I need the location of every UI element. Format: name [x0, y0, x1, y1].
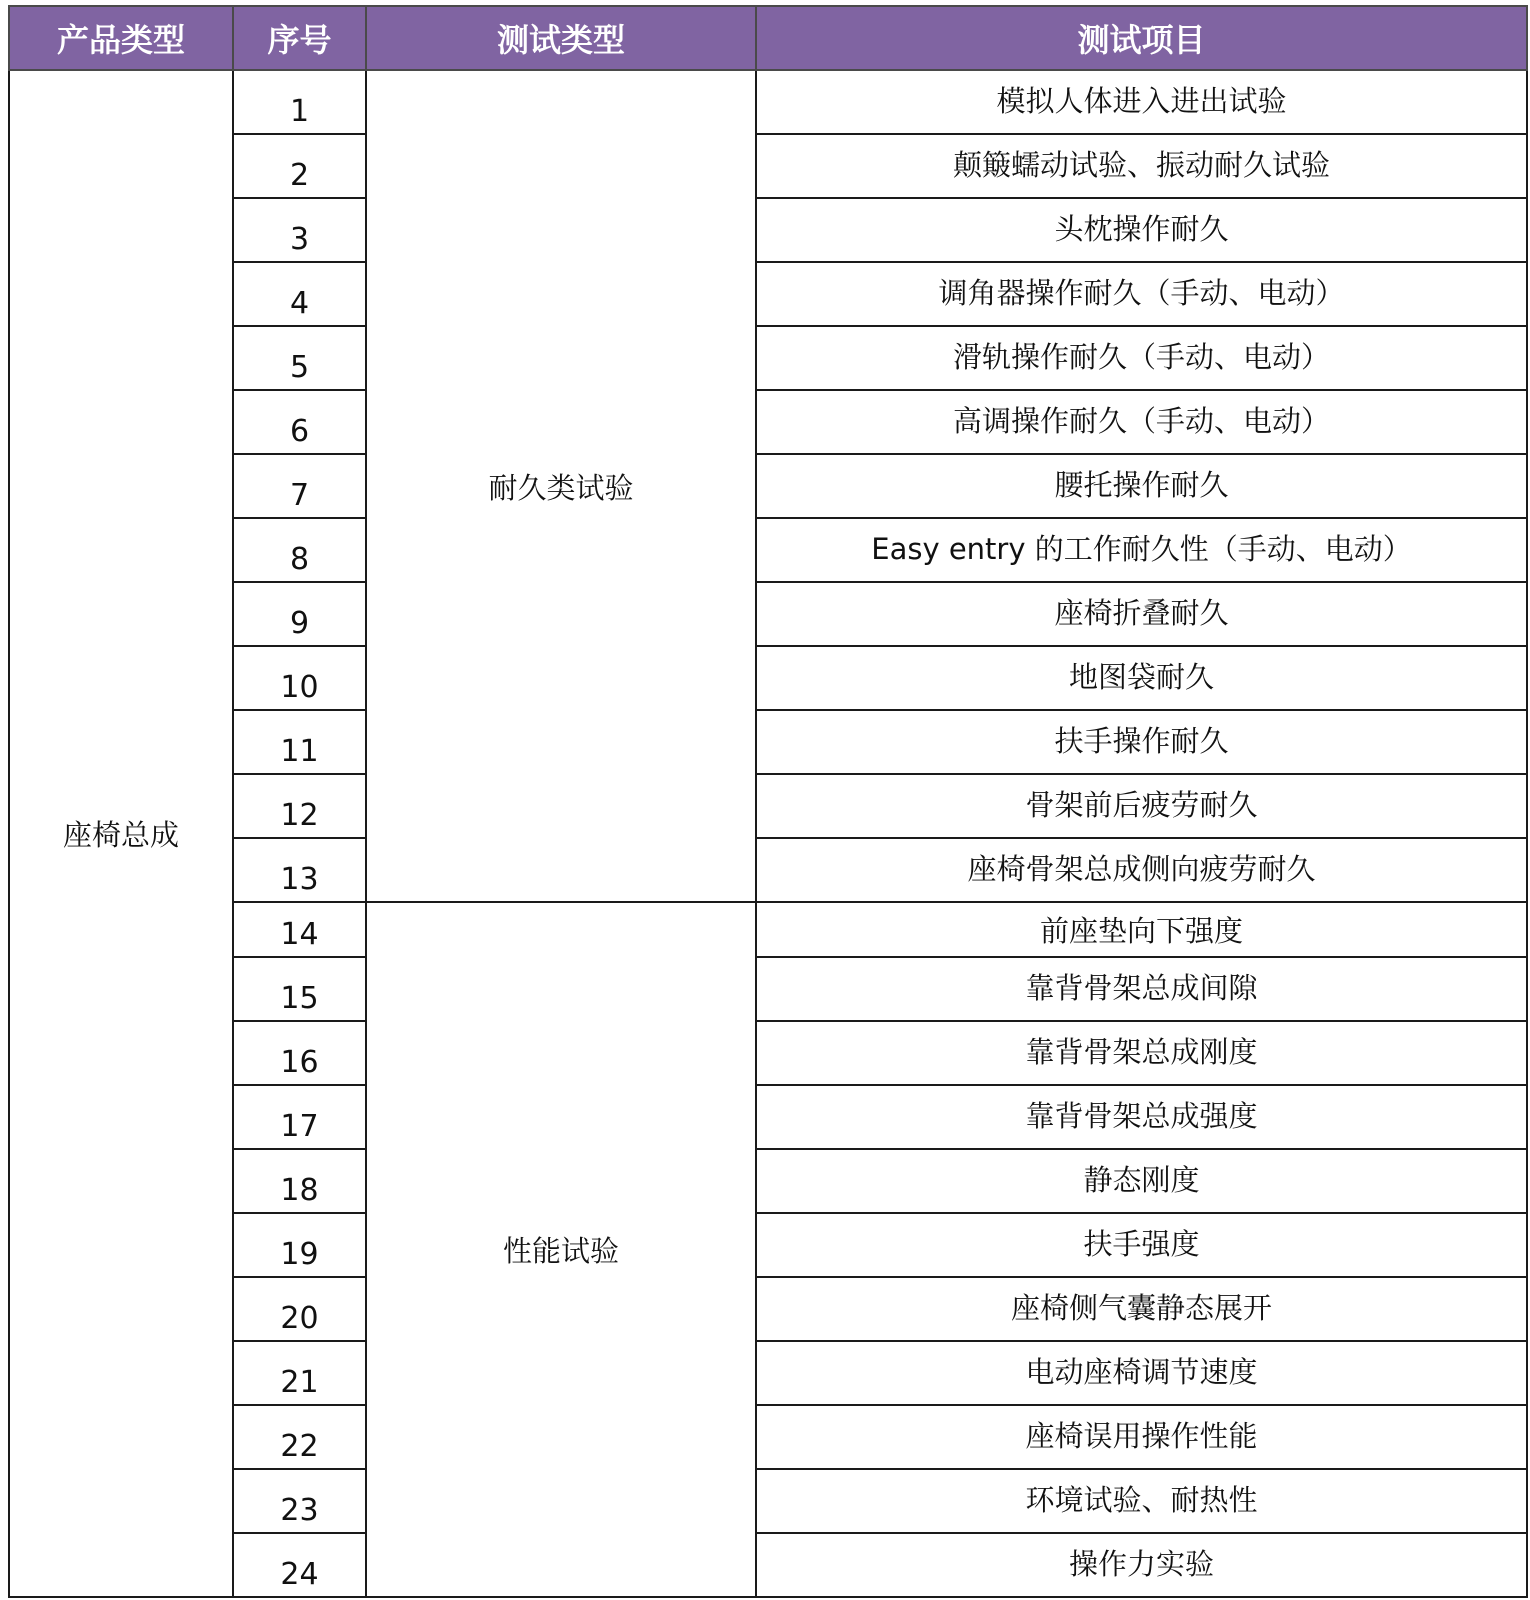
test-item: 操作力实验	[756, 1533, 1527, 1597]
test-item: 颠簸蠕动试验、振动耐久试验	[756, 134, 1527, 198]
row-number: 15	[233, 957, 366, 1021]
table-row	[9, 774, 1527, 838]
test-type-cell-durability: 耐久类试验	[366, 70, 756, 902]
test-item: 座椅侧气囊静态展开	[756, 1277, 1527, 1341]
row-number: 11	[233, 710, 366, 774]
test-item: 骨架前后疲劳耐久	[756, 774, 1527, 838]
table-row	[9, 1085, 1527, 1149]
table-row	[9, 957, 1527, 1021]
row-number: 4	[233, 262, 366, 326]
test-items-table	[8, 5, 1528, 1598]
row-number: 5	[233, 326, 366, 390]
test-item: 前座垫向下强度	[756, 902, 1527, 957]
row-number: 19	[233, 1213, 366, 1277]
row-number: 12	[233, 774, 366, 838]
row-number: 1	[233, 70, 366, 134]
table-header-row	[9, 6, 1527, 70]
table-row	[9, 1533, 1527, 1597]
row-number: 7	[233, 454, 366, 518]
row-number: 9	[233, 582, 366, 646]
test-item: 靠背骨架总成刚度	[756, 1021, 1527, 1085]
test-item: 扶手操作耐久	[756, 710, 1527, 774]
test-item: 座椅误用操作性能	[756, 1405, 1527, 1469]
table-row	[9, 1405, 1527, 1469]
row-number: 16	[233, 1021, 366, 1085]
row-number: 8	[233, 518, 366, 582]
header-test-type: 测试类型	[366, 6, 756, 70]
table-row	[9, 646, 1527, 710]
test-item: 扶手强度	[756, 1213, 1527, 1277]
row-number: 22	[233, 1405, 366, 1469]
row-number: 17	[233, 1085, 366, 1149]
table-row	[9, 454, 1527, 518]
test-item: 座椅折叠耐久	[756, 582, 1527, 646]
table-row	[9, 262, 1527, 326]
table-row	[9, 902, 1527, 957]
test-item: 地图袋耐久	[756, 646, 1527, 710]
row-number: 2	[233, 134, 366, 198]
header-test-item: 测试项目	[756, 6, 1527, 70]
table-row	[9, 518, 1527, 582]
table-row	[9, 134, 1527, 198]
table-row	[9, 838, 1527, 902]
row-number: 21	[233, 1341, 366, 1405]
row-number: 23	[233, 1469, 366, 1533]
table-row	[9, 582, 1527, 646]
header-product-type: 产品类型	[9, 6, 233, 70]
test-item: 高调操作耐久（手动、电动）	[756, 390, 1527, 454]
test-item: 调角器操作耐久（手动、电动）	[756, 262, 1527, 326]
row-number: 20	[233, 1277, 366, 1341]
table-row	[9, 326, 1527, 390]
row-number: 6	[233, 390, 366, 454]
test-item: 腰托操作耐久	[756, 454, 1527, 518]
test-item: 座椅骨架总成侧向疲劳耐久	[756, 838, 1527, 902]
test-item: 靠背骨架总成间隙	[756, 957, 1527, 1021]
test-item: 模拟人体进入进出试验	[756, 70, 1527, 134]
test-item: 静态刚度	[756, 1149, 1527, 1213]
header-index: 序号	[233, 6, 366, 70]
row-number: 3	[233, 198, 366, 262]
table-row	[9, 1213, 1527, 1277]
test-item: Easy entry 的工作耐久性（手动、电动）	[756, 518, 1527, 582]
table-row	[9, 710, 1527, 774]
table-row	[9, 1277, 1527, 1341]
test-item: 靠背骨架总成强度	[756, 1085, 1527, 1149]
row-number: 18	[233, 1149, 366, 1213]
test-item: 头枕操作耐久	[756, 198, 1527, 262]
test-type-cell-performance: 性能试验	[366, 902, 756, 1597]
product-type-cell: 座椅总成	[9, 70, 233, 1597]
table-row	[9, 390, 1527, 454]
row-number: 10	[233, 646, 366, 710]
test-item: 滑轨操作耐久（手动、电动）	[756, 326, 1527, 390]
table-row	[9, 1149, 1527, 1213]
test-item: 环境试验、耐热性	[756, 1469, 1527, 1533]
table-row	[9, 1021, 1527, 1085]
row-number: 24	[233, 1533, 366, 1597]
row-number: 13	[233, 838, 366, 902]
table-row	[9, 198, 1527, 262]
table-row	[9, 70, 1527, 134]
table-row	[9, 1469, 1527, 1533]
table-row	[9, 1341, 1527, 1405]
row-number: 14	[233, 902, 366, 957]
test-item: 电动座椅调节速度	[756, 1341, 1527, 1405]
